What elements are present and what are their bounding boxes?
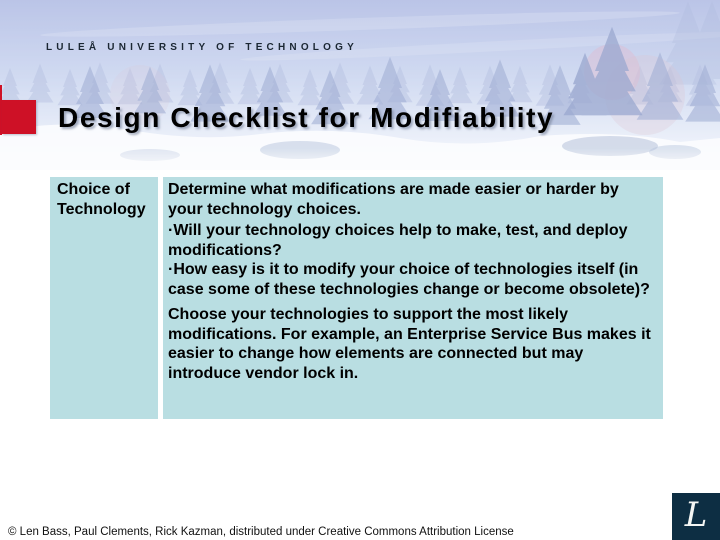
bullet-text: Will your technology choices help to make, test, and deploy modifications? (168, 222, 628, 259)
bullet-item (168, 260, 653, 299)
bullet-marker: · (168, 222, 174, 239)
bullet-text: How easy is it to modify your choice of technologies itself (in case some of these technologies change or become obsolete)? (168, 261, 650, 298)
bullet-item (168, 221, 653, 260)
bullet-marker: · (168, 261, 174, 278)
university-logo (672, 493, 720, 540)
body-paragraph-1: Determine what modifications are made easier or harder by your technology choices. (168, 181, 619, 218)
bullet-list (168, 221, 653, 299)
copyright-credit: © Len Bass, Paul Clements, Rick Kazman, distributed under Creative Commons Attribution License (8, 526, 514, 538)
checklist-table (50, 177, 663, 419)
header-photo-band (0, 0, 720, 170)
logo-letter-L: L (684, 495, 708, 535)
red-accent-square (2, 100, 36, 134)
body-paragraph-2: Choose your technologies to support the most likely modifications. For example, an Enterprise Service Bus makes it easier to change how elements are connected but may introduce vendor lock in. (168, 306, 651, 382)
slide-title: Design Checklist for Modifiability (58, 102, 555, 133)
winter-photo (0, 0, 720, 170)
table-cell-category: Choice of Technology (50, 177, 158, 419)
table-cell-body (163, 177, 663, 419)
university-name: LULEÅ UNIVERSITY OF TECHNOLOGY (46, 42, 358, 53)
